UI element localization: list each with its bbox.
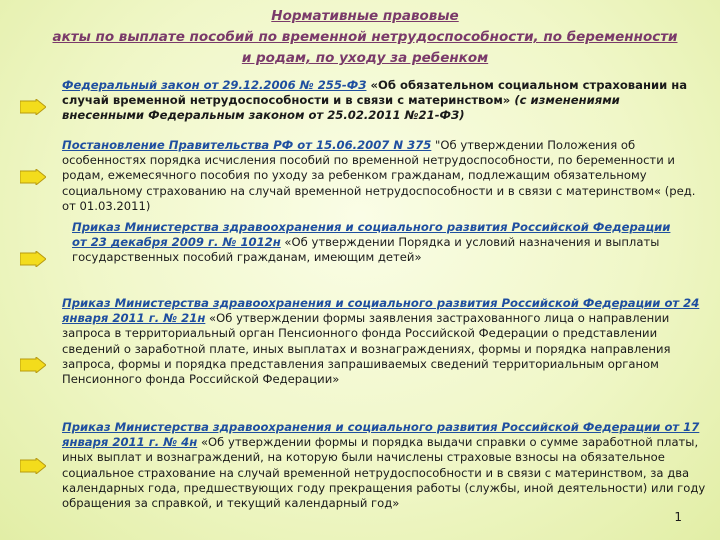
arrow-icon xyxy=(20,251,46,267)
list-item xyxy=(62,78,702,124)
title-line-2: акты по выплате пособий по временной нетрудоспособности, по беременности xyxy=(52,29,678,45)
list-item xyxy=(62,420,712,511)
document-description: «Об утверждении Порядка и условий назначения и выплаты государственных пособий гражданам, имеющим детей» xyxy=(72,235,660,265)
list-item xyxy=(62,138,702,214)
document-link[interactable]: Приказ Министерства здравоохранения и социального развития Российской Федерации от 24 января 2011 г. № 21н xyxy=(62,296,700,326)
title-line-1: Нормативные правовые xyxy=(271,8,459,24)
document-link[interactable]: Федеральный закон от 29.12.2006 № 255-ФЗ xyxy=(62,78,367,92)
arrow-icon xyxy=(20,169,46,185)
arrow-icon xyxy=(20,357,46,373)
document-description: «Об обязательном социальном страховании на случай временной нетрудоспособности и в связи с материнством» xyxy=(62,78,688,108)
list-item xyxy=(72,220,682,266)
title-line-3: и родам, по уходу за ребенком xyxy=(241,50,489,66)
document-note: (с изменениями внесенными Федеральным законом от 25.02.2011 №21-ФЗ) xyxy=(62,93,620,123)
page-title xyxy=(20,6,710,69)
document-description: "Об утверждении Положения об особенностях порядка исчисления пособий по временной нетрудоспособности, по беременности и родам, ежемесячного пособия по уходу за ребенком гражданам, подлежащим обязательному социальному страхованию на случай временной нетрудоспособности и в связи с материнством« (ред. от 01.03.2011) xyxy=(62,138,696,213)
document-link[interactable]: Приказ Министерства здравоохранения и социального развития Российской Федерации от 17 января 2011 г. № 4н xyxy=(62,420,700,450)
page-number: 1 xyxy=(674,510,682,524)
list-item xyxy=(62,296,712,387)
arrow-icon xyxy=(20,99,46,115)
arrow-icon xyxy=(20,458,46,474)
document-description: «Об утверждении формы и порядка выдачи справки о сумме заработной платы, иных выплат и вознаграждений, на которую были начислены страховые взносы на обязательное социальное страхование на случай временной нетрудоспособности и в связи с материнством, за два календарных года, предшествующих году прекращения работы (службы, иной деятельности) или году обращения за справкой, и текущий календарный год» xyxy=(62,435,706,511)
document-link[interactable]: Приказ Министерства здравоохранения и социального развития Российской Федерации от 23 декабря 2009 г. № 1012н xyxy=(72,220,671,250)
document-description: «Об утверждении формы заявления застрахованного лица о направлении запроса в территориальный орган Пенсионного фонда Российской Федерации о представлении сведений о заработной плате, иных выплатах и вознаграждениях, формы и порядка направления запроса, формы и порядка представления запрашиваемых сведений территориальным органом Пенсионного фонда Российской Федерации» xyxy=(62,311,671,387)
document-link[interactable]: Постановление Правительства РФ от 15.06.2007 N 375 xyxy=(62,138,432,152)
